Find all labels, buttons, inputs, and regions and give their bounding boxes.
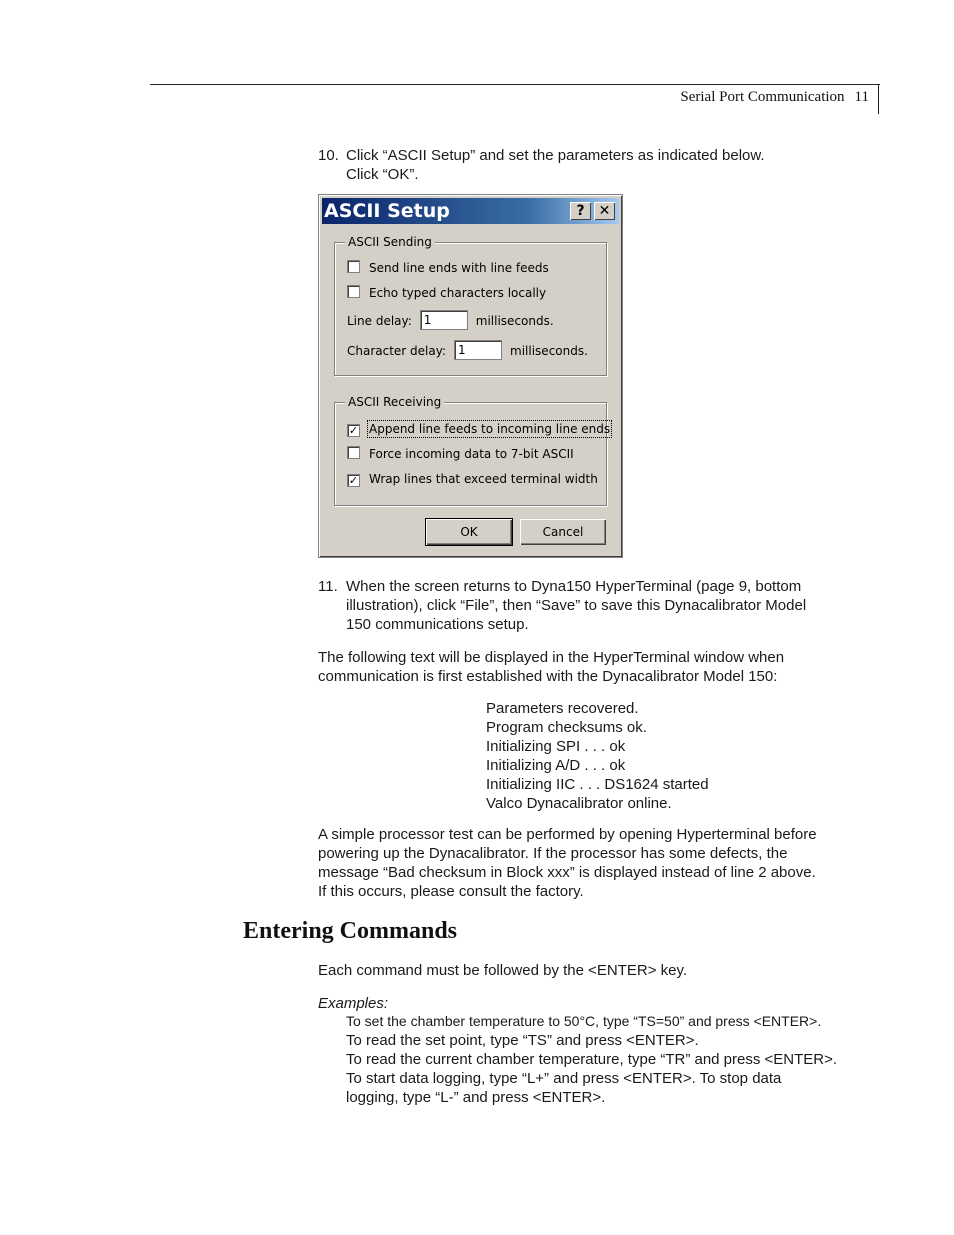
checkbox-label: Wrap lines that exceed terminal width [369, 472, 598, 486]
examples-list [346, 1012, 886, 1107]
paragraph-intro [318, 648, 878, 686]
paragraph-commands: Each command must be followed by the <ENTER> key. [318, 962, 688, 979]
send-line-ends-checkbox[interactable] [347, 260, 360, 273]
checkbox-label: Force incoming data to 7-bit ASCII [369, 447, 574, 461]
step-number: 11. [318, 578, 338, 595]
ascii-receiving-group [334, 395, 611, 506]
cancel-button[interactable]: Cancel [520, 519, 606, 545]
append-line-feeds-option[interactable] [347, 421, 610, 437]
terminal-line: Initializing A/D . . . ok [486, 757, 626, 774]
terminal-line: Parameters recovered. [486, 700, 639, 717]
ascii-sending-group [334, 235, 607, 376]
page-number: 11 [854, 89, 869, 105]
echo-typed-checkbox[interactable] [347, 285, 360, 298]
paragraph-line: A simple processor test can be performed by opening Hyperterminal before [318, 826, 817, 843]
example-line: To read the set point, type “TS” and press <ENTER>. [346, 1032, 699, 1049]
terminal-line: Initializing IIC . . . DS1624 started [486, 776, 709, 793]
force-7bit-option[interactable] [347, 446, 574, 462]
ascii-setup-dialog [318, 194, 623, 558]
step-10 [318, 146, 858, 184]
terminal-line: Initializing SPI . . . ok [486, 738, 626, 755]
paragraph-line: message “Bad checksum in Block xxx” is displayed instead of line 2 above. [318, 864, 816, 881]
group-label: ASCII Receiving [345, 394, 444, 410]
wrap-lines-option[interactable] [347, 471, 598, 487]
example-line: To start data logging, type “L+” and press <ENTER>. To stop data [346, 1070, 782, 1087]
append-line-feeds-checkbox[interactable]: ✓ [348, 424, 359, 437]
paragraph-line: powering up the Dynacalibrator. If the processor has some defects, the [318, 845, 788, 862]
checkbox-label: Echo typed characters locally [369, 286, 547, 300]
help-icon[interactable]: ? [570, 202, 591, 220]
line-delay-row [347, 310, 554, 332]
paragraph-line: communication is first established with the Dynacalibrator Model 150: [318, 668, 778, 685]
close-icon[interactable]: ✕ [594, 202, 615, 220]
checkbox-label: Append line feeds to incoming line ends [369, 422, 611, 436]
line-delay-unit: milliseconds. [475, 314, 554, 328]
terminal-output [486, 699, 866, 813]
example-line: To read the current chamber temperature, type “TR” and press <ENTER>. [346, 1051, 838, 1068]
character-delay-row [347, 340, 588, 362]
step-line: 150 communications setup. [346, 616, 529, 633]
step-line: Click “ASCII Setup” and set the parameters as indicated below. [346, 147, 765, 164]
example-line: To set the chamber temperature to 50°C, type “TS=50” and press <ENTER>. [346, 1013, 822, 1029]
echo-typed-option[interactable] [347, 285, 546, 301]
character-delay-label: Character delay: [347, 344, 447, 358]
character-delay-unit: milliseconds. [510, 344, 588, 358]
paragraph-line: The following text will be displayed in the HyperTerminal window when [318, 649, 785, 666]
running-header [680, 89, 869, 106]
dialog-title: ASCII Setup [324, 200, 450, 222]
paragraph-line: If this occurs, please consult the factory. [318, 883, 584, 900]
terminal-line: Valco Dynacalibrator online. [486, 795, 672, 812]
line-delay-input[interactable]: 1 [420, 310, 468, 330]
step-line: When the screen returns to Dyna150 HyperTerminal (page 9, bottom [346, 578, 802, 595]
dialog-titlebar[interactable] [322, 198, 619, 224]
ok-button[interactable]: OK [426, 519, 512, 545]
header-rule [150, 84, 880, 85]
checkbox-label: Send line ends with line feeds [369, 261, 549, 275]
line-delay-label: Line delay: [347, 314, 412, 328]
send-line-ends-option[interactable] [347, 260, 549, 276]
paragraph-processor-test [318, 825, 878, 901]
section-heading: Entering Commands [243, 918, 458, 944]
examples-label: Examples: [318, 995, 389, 1012]
group-label: ASCII Sending [345, 234, 435, 250]
header-vertical-rule [878, 84, 879, 114]
step-number: 10. [318, 147, 339, 164]
force-7bit-checkbox[interactable] [347, 446, 360, 459]
wrap-lines-checkbox[interactable]: ✓ [348, 474, 359, 487]
terminal-line: Program checksums ok. [486, 719, 647, 736]
step-line: illustration), click “File”, then “Save” to save this Dynacalibrator Model [346, 597, 807, 614]
step-line: Click “OK”. [346, 166, 419, 183]
step-11 [318, 577, 858, 634]
character-delay-input[interactable]: 1 [454, 340, 502, 360]
example-line: logging, type “L-” and press <ENTER>. [346, 1089, 606, 1106]
header-section-title: Serial Port Communication [680, 89, 845, 105]
